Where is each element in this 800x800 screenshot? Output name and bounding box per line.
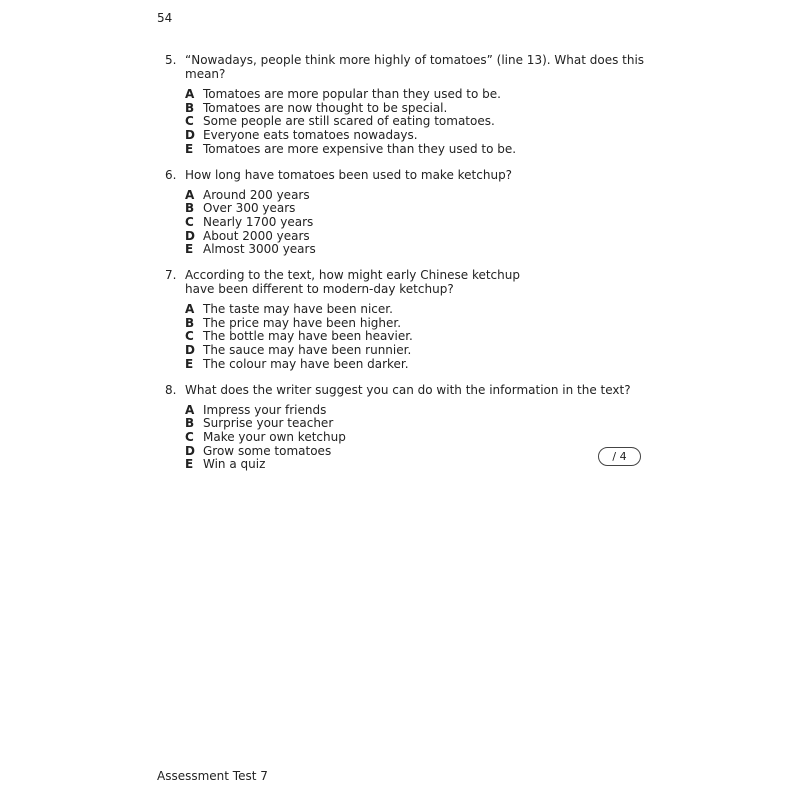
option-letter: A — [185, 87, 195, 101]
option-text: Tomatoes are now thought to be special. — [203, 100, 448, 115]
answer-option-d[interactable] — [185, 344, 645, 358]
footer-test-title: Assessment Test 7 — [157, 769, 268, 783]
option-letter: A — [185, 187, 195, 202]
option-text: Grow some tomatoes — [203, 443, 332, 458]
option-letter: E — [185, 356, 194, 371]
answer-option-a[interactable] — [185, 189, 645, 203]
question-text-line: “Nowadays, people think more highly of tomatoes” (line 13). What does this mean? — [185, 53, 645, 81]
question-stem — [165, 268, 645, 296]
answer-option-a[interactable] — [185, 303, 645, 317]
answer-options — [185, 189, 645, 258]
option-text: The taste may have been nicer. — [203, 302, 393, 317]
option-text: Impress your friends — [203, 402, 327, 417]
option-letter: E — [185, 242, 194, 257]
answer-option-c[interactable] — [185, 216, 645, 230]
question-list — [165, 53, 645, 483]
answer-option-d[interactable] — [185, 230, 645, 244]
option-letter: D — [185, 343, 195, 358]
answer-option-b[interactable] — [185, 102, 645, 116]
answer-option-c[interactable] — [185, 431, 645, 445]
question-text-line: What does the writer suggest you can do with the information in the text? — [185, 382, 631, 397]
answer-options — [185, 303, 645, 372]
question-text-line: How long have tomatoes been used to make ketchup? — [185, 167, 513, 182]
question-text — [185, 268, 645, 296]
option-text: About 2000 years — [203, 228, 310, 243]
option-text: Tomatoes are more expensive than they used to be. — [203, 141, 517, 156]
question-number: 6. — [165, 167, 177, 182]
answer-option-b[interactable] — [185, 417, 645, 431]
option-letter: C — [185, 214, 194, 229]
question-7 — [165, 268, 645, 372]
answer-option-e[interactable] — [185, 243, 645, 257]
answer-option-b[interactable] — [185, 317, 645, 331]
score-box: / 4 — [598, 447, 641, 466]
option-letter: D — [185, 443, 195, 458]
option-text: Around 200 years — [203, 187, 310, 202]
question-5 — [165, 53, 645, 157]
option-text: The price may have been higher. — [203, 315, 402, 330]
question-text-line: According to the text, how might early Chinese ketchup — [185, 268, 520, 283]
option-text: Over 300 years — [203, 201, 296, 216]
answer-option-c[interactable] — [185, 330, 645, 344]
option-text: Surprise your teacher — [203, 416, 334, 431]
option-text: Some people are still scared of eating tomatoes. — [203, 114, 495, 129]
question-number: 5. — [165, 53, 177, 67]
answer-option-a[interactable] — [185, 88, 645, 102]
answer-option-a[interactable] — [185, 404, 645, 418]
question-6 — [165, 168, 645, 258]
page-number: 54 — [157, 11, 173, 25]
question-stem — [165, 168, 645, 182]
option-letter: D — [185, 128, 195, 143]
answer-options — [185, 88, 645, 157]
question-text — [185, 168, 645, 182]
option-letter: B — [185, 201, 195, 216]
question-text — [185, 53, 645, 81]
answer-options — [185, 404, 645, 473]
question-8 — [165, 383, 645, 473]
answer-option-d[interactable] — [185, 129, 645, 143]
option-letter: D — [185, 228, 195, 243]
option-letter: B — [185, 315, 195, 330]
question-text — [185, 383, 645, 397]
question-number: 7. — [165, 268, 177, 283]
question-stem — [165, 383, 645, 397]
option-text: Make your own ketchup — [203, 429, 346, 444]
question-text-line: have been different to modern-day ketchup? — [185, 282, 454, 297]
answer-option-e[interactable] — [185, 358, 645, 372]
answer-option-c[interactable] — [185, 115, 645, 129]
option-text: The sauce may have been runnier. — [203, 343, 412, 358]
option-letter: E — [185, 141, 194, 156]
option-letter: B — [185, 416, 195, 431]
question-number: 8. — [165, 382, 177, 397]
option-letter: B — [185, 100, 195, 115]
option-text: Everyone eats tomatoes nowadays. — [203, 128, 418, 143]
option-text: Tomatoes are more popular than they used to be. — [203, 87, 501, 101]
question-stem — [165, 53, 645, 81]
option-text: The bottle may have been heavier. — [203, 329, 413, 344]
option-letter: C — [185, 429, 194, 444]
option-text: Win a quiz — [203, 457, 266, 472]
option-letter: C — [185, 114, 194, 129]
answer-option-e[interactable] — [185, 458, 645, 472]
option-letter: C — [185, 329, 194, 344]
option-letter: A — [185, 402, 195, 417]
option-text: Almost 3000 years — [203, 242, 316, 257]
option-letter: A — [185, 302, 195, 317]
option-text: Nearly 1700 years — [203, 214, 314, 229]
answer-option-d[interactable] — [185, 445, 645, 459]
answer-option-e[interactable] — [185, 143, 645, 157]
option-letter: E — [185, 457, 194, 472]
answer-option-b[interactable] — [185, 202, 645, 216]
option-text: The colour may have been darker. — [203, 356, 409, 371]
